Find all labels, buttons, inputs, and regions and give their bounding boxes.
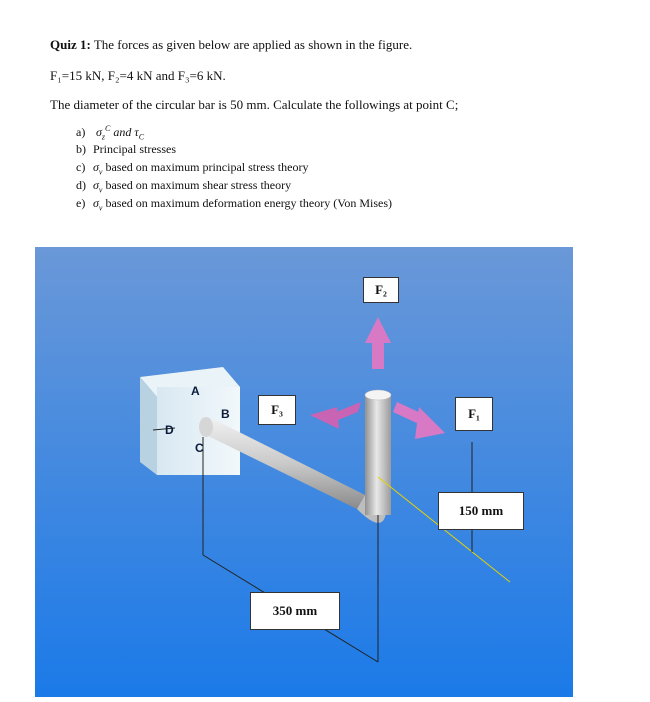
item-b-label: b) <box>76 142 86 156</box>
bar-vertical <box>365 395 391 515</box>
quiz-title-bold: Quiz 1: <box>50 37 91 52</box>
diameter-line: The diameter of the circular bar is 50 mm. Calculate the followings at point C; <box>50 97 459 112</box>
point-a-label: A <box>191 384 200 398</box>
forces-line: F₁=15 kN, F₂=4 kN and F₃=6 kN. <box>50 68 226 83</box>
bar-root <box>199 417 213 437</box>
list-item-a <box>76 124 144 141</box>
point-c-label: C <box>195 441 204 455</box>
label-150mm: 150 mm <box>438 492 524 530</box>
item-a-text: and $\tau_C$ <box>110 125 145 142</box>
item-a-label: a) <box>76 125 86 139</box>
quiz-title <box>50 37 412 53</box>
label-f2: F₂ <box>363 277 399 303</box>
f2-arrow-shaft <box>372 342 384 369</box>
bar-top-cap <box>365 390 391 400</box>
item-b-text: Principal stresses <box>93 142 176 156</box>
item-e-text: based on maximum deformation energy theory (Von Mises) <box>102 196 392 210</box>
label-f3: F₃ <box>258 395 296 425</box>
list-item-d: d) $\sigma_v$ based on maximum shear stress theory <box>76 178 292 195</box>
item-d-text: based on maximum shear stress theory <box>102 178 292 192</box>
list-item-b <box>76 142 176 157</box>
point-b-label: B <box>221 407 230 421</box>
quiz-title-text: The forces as given below are applied as shown in the figure. <box>90 37 413 52</box>
point-d-label: D <box>165 423 174 437</box>
list-item-e: e) $\sigma_v$ based on maximum deformation energy theory (Von Mises) <box>76 196 392 213</box>
item-e-label: e) <box>76 196 86 210</box>
sigma-symbol: $\sigma_z^C$ <box>96 124 111 142</box>
label-f1: F₁ <box>455 397 493 431</box>
item-d-label: d) <box>76 178 86 192</box>
label-350mm: 350 mm <box>250 592 340 630</box>
item-a-sym: σ <box>96 125 102 139</box>
figure-panel <box>35 247 573 697</box>
item-c-label: c) <box>76 160 86 174</box>
item-c-text: based on maximum principal stress theory <box>102 160 309 174</box>
list-item-c: c) $\sigma_v$ based on maximum principal stress theory <box>76 160 309 177</box>
